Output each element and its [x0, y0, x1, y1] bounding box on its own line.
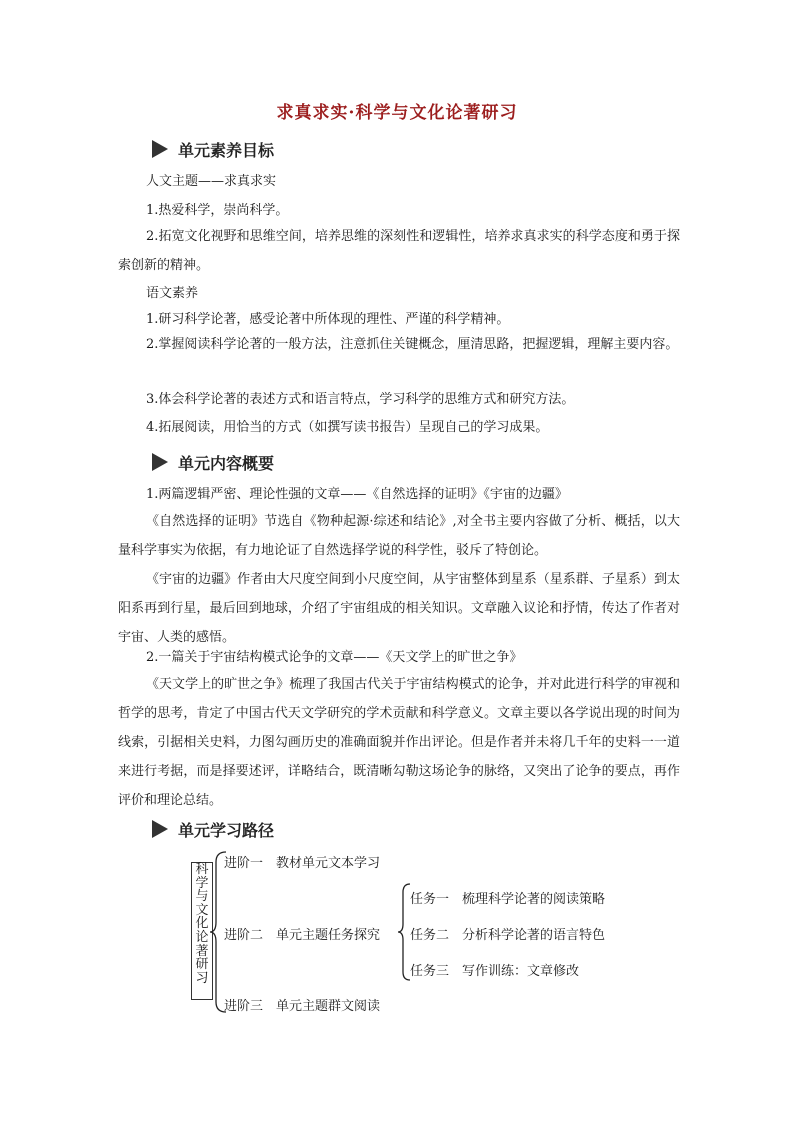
section-heading-content	[152, 450, 274, 474]
root-char: 与	[195, 889, 209, 905]
root-char: 论	[195, 929, 209, 945]
stage-two: 进阶二 单元主题任务探究	[224, 928, 381, 943]
humanities-title: 人文主题——求真求实	[146, 174, 277, 189]
task-three: 任务三 写作训练：文章修改	[410, 964, 580, 979]
root-char: 文	[195, 902, 209, 918]
root-char: 化	[195, 916, 209, 932]
task-one: 任务一 梳理科学论著的阅读策略	[410, 892, 606, 907]
content-subtitle: 2.一篇关于宇宙结构模式论争的文章——《天文学上的旷世之争》	[146, 650, 523, 665]
root-char: 研	[195, 957, 209, 973]
root-char: 著	[195, 943, 209, 959]
stage-three: 进阶三 单元主题群文阅读	[224, 999, 381, 1014]
page-title: 求真求实·科学与文化论著研习	[276, 103, 518, 123]
goal-item: 1.热爱科学，崇尚科学。	[146, 203, 289, 218]
triangle-bullet-icon	[152, 140, 168, 158]
goal-item: 2.拓宽文化视野和思维空间，培养思维的深刻性和逻辑性，培养求真求实的科学态度和勇于探索创新的精神。	[118, 229, 680, 273]
content-subtitle: 1.两篇逻辑严密、理论性强的文章——《自然选择的证明》《宇宙的边疆》	[146, 487, 568, 502]
literacy-title: 语文素养	[146, 286, 199, 301]
section-heading-label: 单元学习路径	[178, 820, 275, 840]
section-heading-path	[152, 817, 274, 841]
goal-item: 3.体会科学论著的表述方式和语言特点，学习科学的思维方式和研究方法。	[146, 392, 575, 407]
task-two: 任务二 分析科学论著的语言特色	[410, 928, 606, 943]
goal-item: 4.拓展阅读，用恰当的方式（如撰写读书报告）呈现自己的学习成果。	[146, 420, 549, 435]
root-char: 学	[195, 875, 209, 891]
goal-item: 2.掌握阅读科学论著的一般方法，注意抓住关键概念，厘清思路，把握逻辑，理解主要内容。	[146, 337, 679, 352]
content-paragraph: 《天文学上的旷世之争》梳理了我国古代关于宇宙结构模式的论争，并对此进行科学的审视和哲学的思考，肯定了中国古代天文学研究的学术贡献和科学意义。文章主要以各学说出现的时间为线索，引据相关史料，力图勾画历史的准确面貌并作出评论。但是作者并未将几千年的史料一一道来进行考据，而是择要述评，详略结合，既清晰勾勒这场论争的脉络，又突出了论争的要点，再作评价和理论总结。	[118, 677, 680, 808]
content-paragraph: 《宇宙的边疆》作者由大尺度空间到小尺度空间，从宇宙整体到星系（星系群、子星系）到太阳系再到行星，最后回到地球，介绍了宇宙组成的相关知识。文章融入议论和抒情，传达了作者对宇宙、人类的感悟。	[118, 572, 680, 645]
stage-one: 进阶一 教材单元文本学习	[224, 856, 381, 871]
triangle-bullet-icon	[152, 453, 168, 471]
root-char: 习	[195, 970, 209, 986]
section-heading-label: 单元素养目标	[178, 140, 275, 160]
section-heading-goals	[152, 137, 274, 161]
content-paragraph: 《自然选择的证明》节选自《物种起源·综述和结论》,对全书主要内容做了分析、概括，以大量科学事实为依据，有力地论证了自然选择学说的科学性，驳斥了特创论。	[118, 514, 680, 558]
triangle-bullet-icon	[152, 820, 168, 838]
root-char: 科	[195, 862, 209, 877]
section-heading-label: 单元内容概要	[178, 453, 275, 473]
goal-item: 1.研习科学论著，感受论著中所体现的理性、严谨的科学精神。	[146, 312, 510, 327]
